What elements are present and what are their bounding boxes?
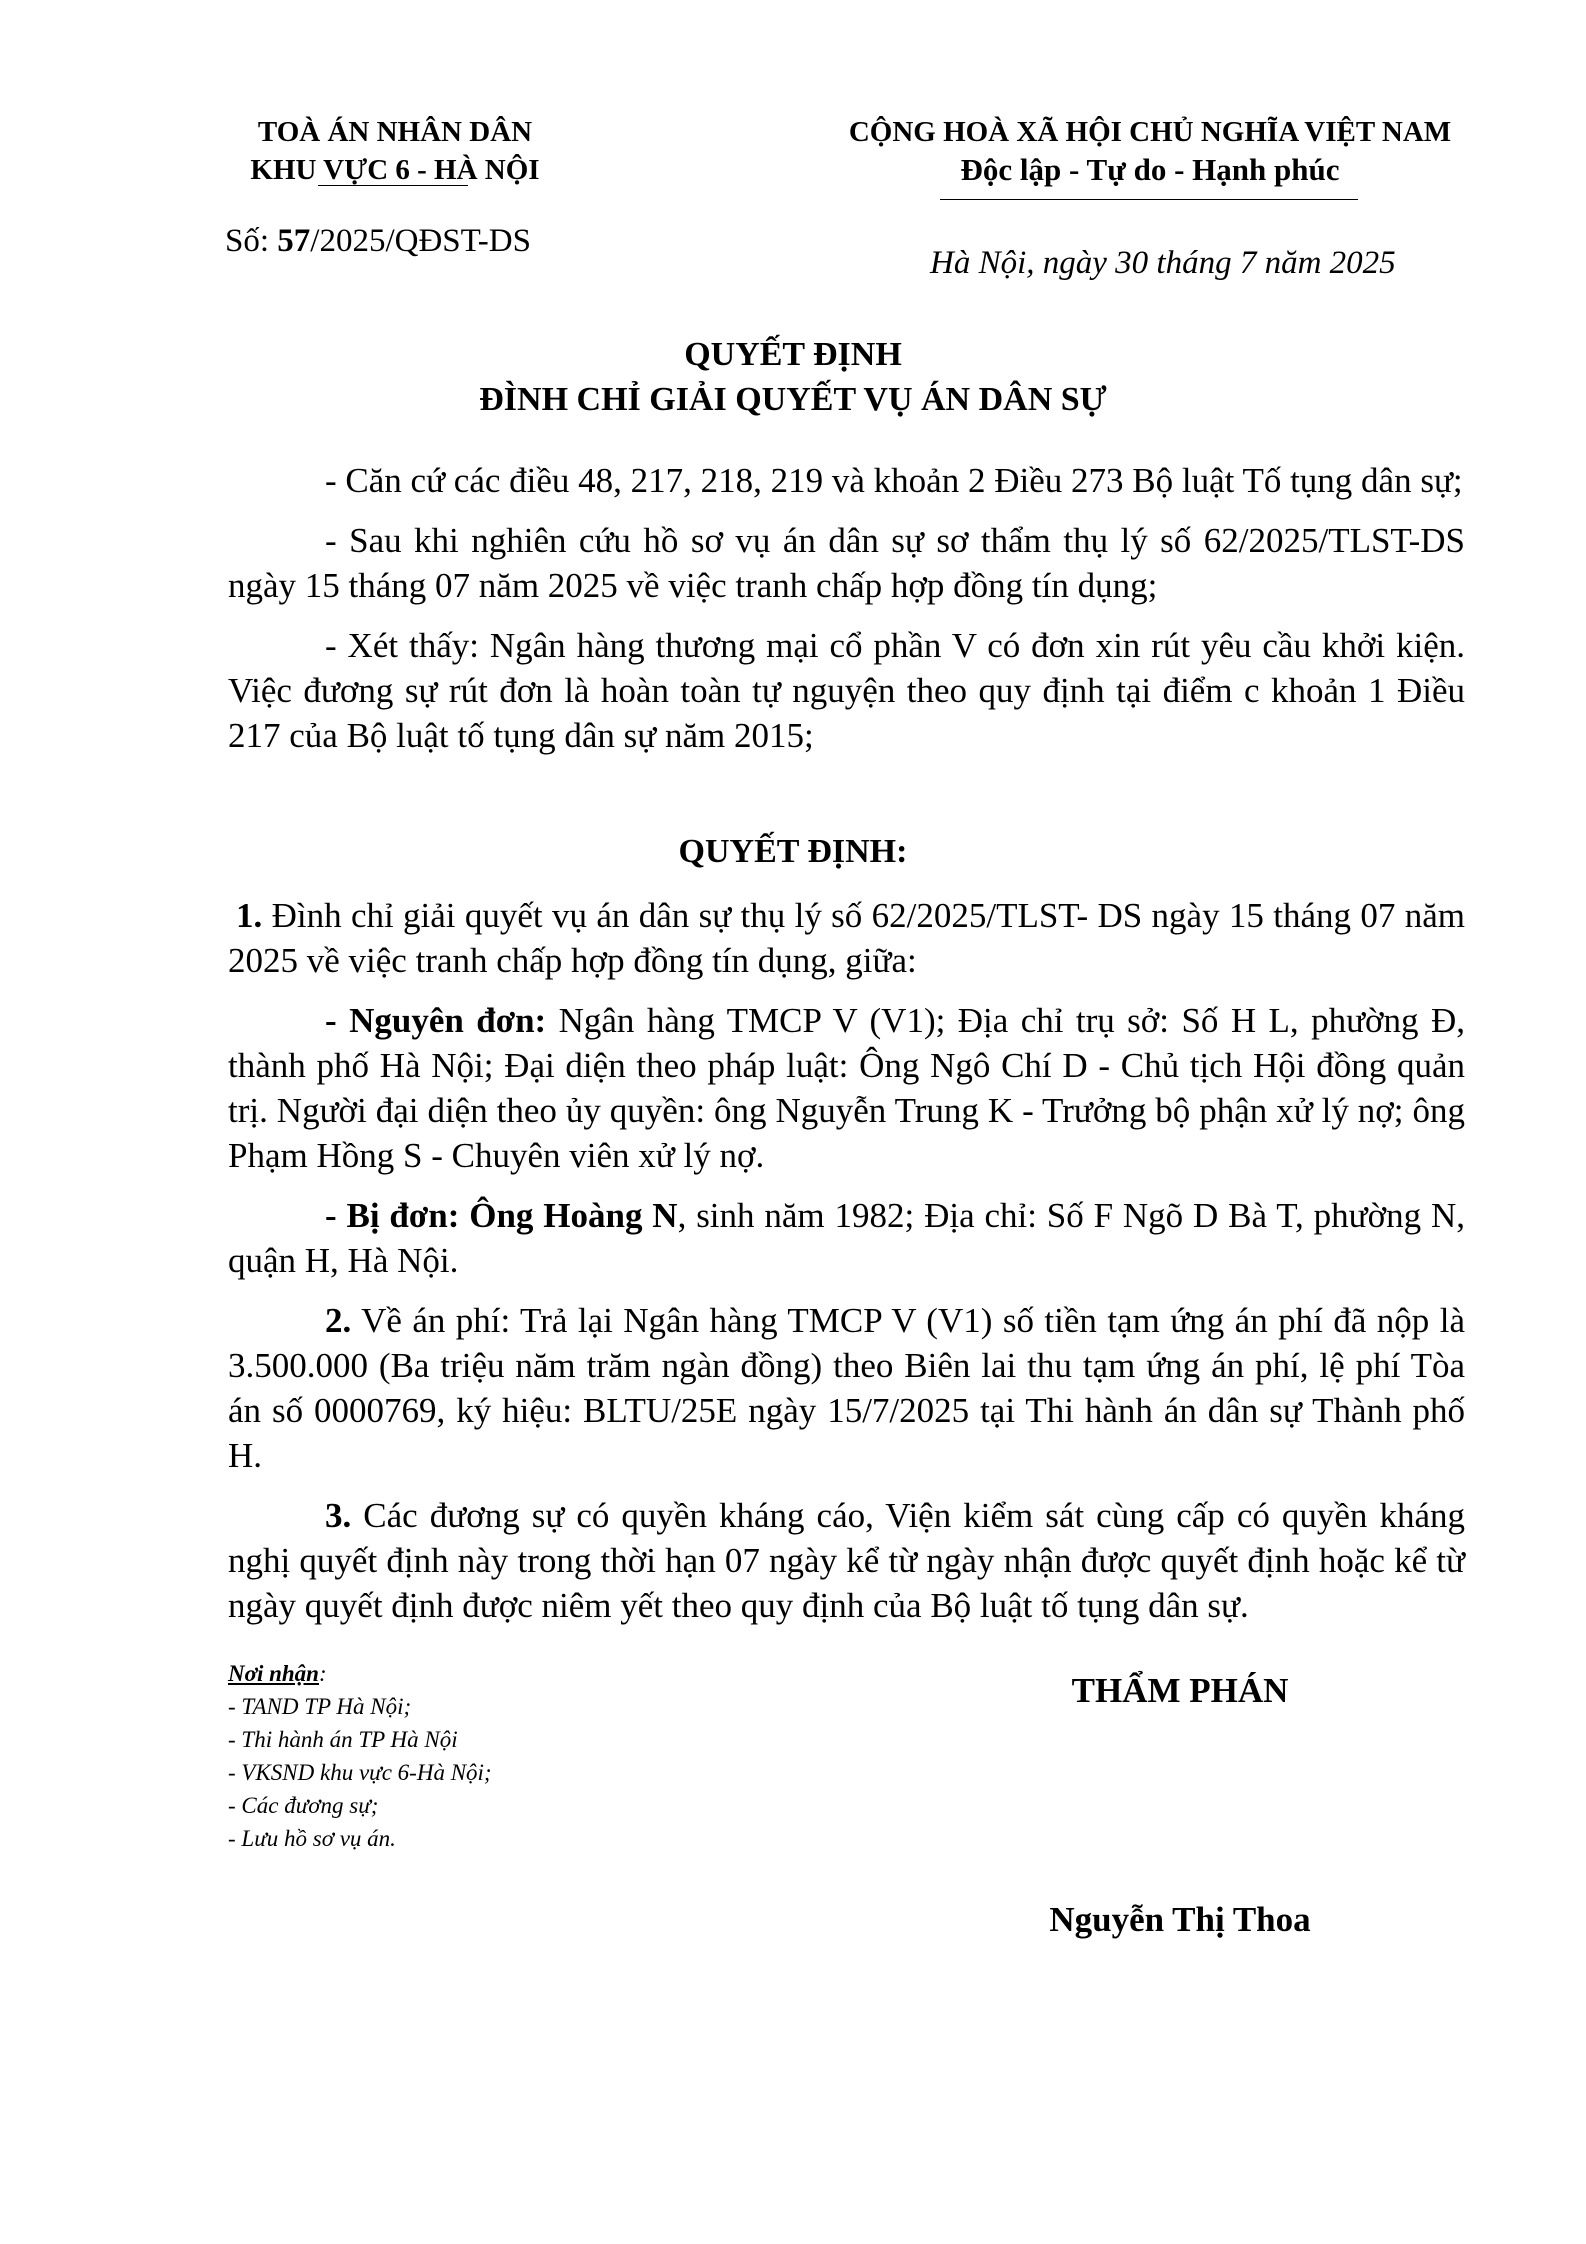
recipients-title: Nơi nhận: [228, 1661, 319, 1686]
title-line-1: QUYẾT ĐỊNH: [684, 336, 902, 373]
national-motto: Độc lập - Tự do - Hạnh phúc: [960, 152, 1340, 187]
court-line-2: KHU VỰC 6 - HÀ NỘI: [250, 154, 540, 186]
place-date: Hà Nội, ngày 30 tháng 7 năm 2025: [930, 245, 1396, 281]
grounds-section: [228, 458, 1465, 758]
plaintiff-paragraph: [228, 998, 1465, 1178]
court-line-1: TOÀ ÁN NHÂN DÂN: [257, 116, 533, 148]
defendant-paragraph: [228, 1193, 1465, 1283]
signature-name: Nguyễn Thị Thoa: [1049, 1900, 1311, 1939]
document-number-prefix: Số:: [225, 223, 278, 259]
ground-legal-basis: - Căn cứ các điều 48, 217, 218, 219 và khoản 2 Điều 273 Bộ luật Tố tụng dân sự;: [325, 461, 1463, 500]
plaintiff-text: Ngân hàng TMCP V (V1); Địa chỉ trụ sở: Số H L, phường Đ, thành phố Hà Nội; Đại diện theo pháp luật: Ông Ngô Chí D - Chủ tịch Hội đồng quản trị. Người đại diện theo ủy quyền: ông Nguyễn Trung K - Trưởng bộ phận xử lý nợ; ông Phạm Hồng S - Chuyên viên xử lý nợ.: [228, 1001, 1465, 1175]
item-1-text: Đình chỉ giải quyết vụ án dân sự thụ lý số 62/2025/TLST- DS ngày 15 tháng 07 năm 2025 về việc tranh chấp hợp đồng tín dụng, giữa:: [228, 896, 1465, 980]
recipients-colon: :: [318, 1661, 327, 1686]
ground-withdrawal: - Xét thấy: Ngân hàng thương mại cổ phần V có đơn xin rút yêu cầu khởi kiện. Việc đương sự rút đơn là hoàn toàn tự nguyện theo quy định tại điểm c khoản 1 Điều 217 của Bộ luật tố tụng dân sự năm 2015;: [228, 626, 1465, 755]
nation-name: CỘNG HOÀ XÃ HỘI CHỦ NGHĨA VIỆT NAM: [848, 116, 1452, 148]
signature-role: THẨM PHÁN: [1071, 1671, 1289, 1710]
item-2-text: Về án phí: Trả lại Ngân hàng TMCP V (V1) số tiền tạm ứng án phí đã nộp là 3.500.000 (Ba triệu năm trăm ngàn đồng) theo Biên lai thu tạm ứng án phí, lệ phí Tòa án số 0000769, ký hiệu: BLTU/25E ngày 15/7/2025 tại Thi hành án dân sự Thành phố H.: [228, 1301, 1465, 1475]
recipient-item: - Các đương sự;: [228, 1793, 379, 1818]
recipients-block: [228, 1657, 748, 1855]
decision-item-3: [228, 1493, 1465, 1628]
decision-item-1: [228, 893, 1465, 983]
item-2-number: 2.: [325, 1301, 352, 1340]
ground-case-review: - Sau khi nghiên cứu hồ sơ vụ án dân sự sơ thẩm thụ lý số 62/2025/TLST-DS ngày 15 tháng 07 năm 2025 về việc tranh chấp hợp đồng tín dụng;: [228, 521, 1465, 605]
defendant-label: - Bị đơn: Ông Hoàng N: [325, 1196, 678, 1235]
item-1-number: 1.: [236, 896, 263, 935]
recipient-item: - Lưu hồ sơ vụ án.: [228, 1826, 396, 1851]
defendant-text: , sinh năm 1982; Địa chỉ: Số F Ngõ D Bà T, phường N, quận H, Hà Nội.: [228, 1196, 1465, 1280]
recipient-item: - TAND TP Hà Nội;: [228, 1694, 412, 1719]
title-line-2: ĐÌNH CHỈ GIẢI QUYẾT VỤ ÁN DÂN SỰ: [479, 381, 1107, 418]
item-3-text: Các đương sự có quyền kháng cáo, Viện kiểm sát cùng cấp có quyền kháng nghị quyết định này trong thời hạn 07 ngày kể từ ngày nhận được quyết định hoặc kể từ ngày quyết định được niêm yết theo quy định của Bộ luật tố tụng dân sự.: [228, 1496, 1465, 1625]
decision-heading: QUYẾT ĐỊNH:: [678, 833, 908, 870]
decision-section: [228, 893, 1465, 1628]
document-number-suffix: /2025/QĐST-DS: [310, 223, 531, 259]
decision-item-2: [228, 1298, 1465, 1478]
recipient-item: - Thi hành án TP Hà Nội: [228, 1727, 458, 1752]
motto-underline: [940, 199, 1358, 200]
recipient-item: - VKSND khu vực 6-Hà Nội;: [228, 1760, 492, 1785]
document-number-value: 57: [277, 223, 311, 259]
court-name: [220, 113, 570, 189]
item-3-number: 3.: [325, 1496, 352, 1535]
nation-header: [790, 113, 1510, 189]
court-underline: [318, 185, 468, 186]
document-title: [0, 332, 1586, 422]
plaintiff-label: - Nguyên đơn:: [325, 1001, 547, 1040]
document-number: [225, 221, 531, 261]
recipients-heading: [228, 1657, 748, 1690]
